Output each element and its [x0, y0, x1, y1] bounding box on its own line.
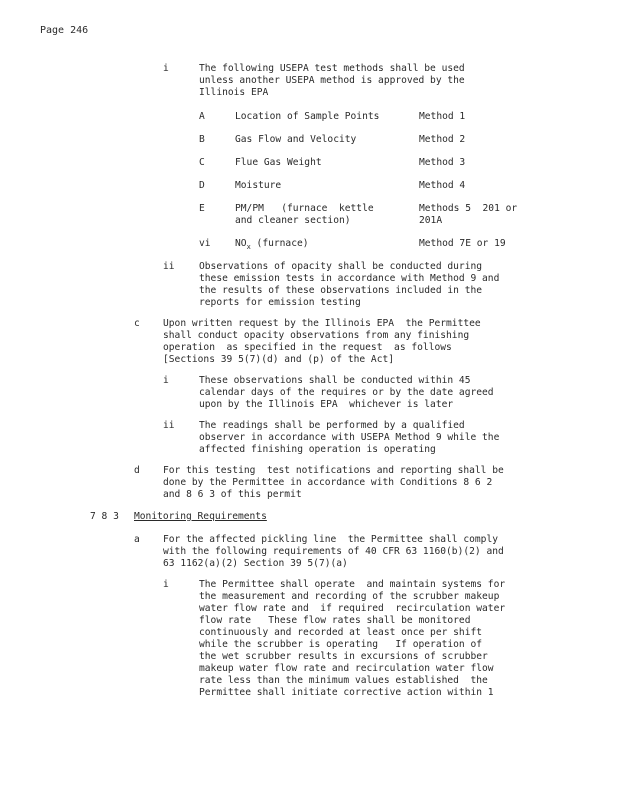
method-letter: B — [199, 134, 205, 145]
item-a-line: 63 1162(a)(2) Section 39 5(7)(a) — [163, 558, 348, 569]
method-reference: Method 2 — [419, 134, 466, 145]
item-ii-line: these emission tests in accordance with Method 9 and — [199, 273, 500, 284]
method-reference: Methods 5 201 or — [419, 203, 518, 214]
method-reference: Method 4 — [419, 180, 466, 191]
nox-subscript: x — [246, 242, 251, 251]
item-a-i-line: The Permittee shall operate and maintain systems for — [199, 579, 506, 590]
item-c-ii-line: The readings shall be performed by a qualified — [199, 420, 465, 431]
method-reference: 201A — [419, 215, 443, 226]
item-a-i-line: the measurement and recording of the scrubber makeup — [199, 591, 500, 602]
item-i-marker: i — [163, 63, 169, 74]
item-i-line: unless another USEPA method is approved by the — [199, 75, 465, 86]
item-a-i-line: Permittee shall initiate corrective action within 1 — [199, 687, 494, 698]
item-c-ii-line: observer in accordance with USEPA Method 9 while the — [199, 432, 500, 443]
item-d-marker: d — [134, 465, 140, 476]
item-ii-line: the results of these observations included in the — [199, 285, 483, 296]
item-a-i-line: water flow rate and if required recirculation water — [199, 603, 506, 614]
method-description: and cleaner section) — [235, 215, 351, 226]
item-a-marker: a — [134, 534, 140, 545]
item-c-i-line: These observations shall be conducted within 45 — [199, 375, 471, 386]
item-c-line: [Sections 39 5(7)(d) and (p) of the Act] — [163, 354, 395, 365]
item-c-ii-line: affected finishing operation is operating — [199, 444, 436, 455]
section-number: 7 8 3 — [90, 511, 119, 522]
item-d-line: done by the Permittee in accordance with Conditions 8 6 2 — [163, 477, 493, 488]
method-letter: vi — [199, 238, 211, 249]
item-c-marker: c — [134, 318, 140, 329]
page-number: Page 246 — [40, 25, 89, 36]
method-description — [235, 237, 309, 250]
section-title: Monitoring Requirements — [134, 511, 267, 522]
method-reference: Method 7E or 19 — [419, 238, 506, 249]
item-a-i-line: the wet scrubber results in excursions of scrubber — [199, 651, 488, 662]
method-letter: E — [199, 203, 205, 214]
item-d-line: For this testing test notifications and reporting shall be — [163, 465, 504, 476]
nox-text: NO — [235, 238, 247, 249]
item-ii-marker: ii — [163, 261, 175, 272]
item-a-line: with the following requirements of 40 CFR 63 1160(b)(2) and — [163, 546, 504, 557]
item-ii-line: Observations of opacity shall be conducted during — [199, 261, 483, 272]
item-c-line: shall conduct opacity observations from any finishing — [163, 330, 470, 341]
method-reference: Method 1 — [419, 111, 466, 122]
item-c-line: Upon written request by the Illinois EPA the Permittee — [163, 318, 481, 329]
item-c-ii-marker: ii — [163, 420, 175, 431]
item-a-i-line: flow rate These flow rates shall be monitored — [199, 615, 471, 626]
item-a-i-line: rate less than the minimum values established the — [199, 675, 488, 686]
method-letter: C — [199, 157, 205, 168]
method-description: PM/PM (furnace kettle — [235, 203, 374, 214]
item-a-i-line: makeup water flow rate and recirculation water flow — [199, 663, 494, 674]
item-d-line: and 8 6 3 of this permit — [163, 489, 302, 500]
item-a-i-line: continuously and recorded at least once per shift — [199, 627, 483, 638]
method-description: Moisture — [235, 180, 282, 191]
method-description: Location of Sample Points — [235, 111, 380, 122]
item-c-line: operation as specified in the request as follows — [163, 342, 452, 353]
method-letter: D — [199, 180, 205, 191]
item-ii-line: reports for emission testing — [199, 297, 361, 308]
method-reference: Method 3 — [419, 157, 466, 168]
item-i-line: The following USEPA test methods shall be used — [199, 63, 465, 74]
item-c-i-line: upon by the Illinois EPA whichever is later — [199, 399, 454, 410]
item-c-i-marker: i — [163, 375, 169, 386]
method-description: Flue Gas Weight — [235, 157, 322, 168]
item-i-line: Illinois EPA — [199, 87, 269, 98]
method-letter: A — [199, 111, 205, 122]
item-c-i-line: calendar days of the requires or by the date agreed — [199, 387, 494, 398]
nox-suffix: (furnace) — [250, 238, 309, 249]
method-description: Gas Flow and Velocity — [235, 134, 357, 145]
item-a-i-line: while the scrubber is operating If operation of — [199, 639, 483, 650]
item-a-line: For the affected pickling line the Permittee shall comply — [163, 534, 499, 545]
item-a-i-marker: i — [163, 579, 169, 590]
